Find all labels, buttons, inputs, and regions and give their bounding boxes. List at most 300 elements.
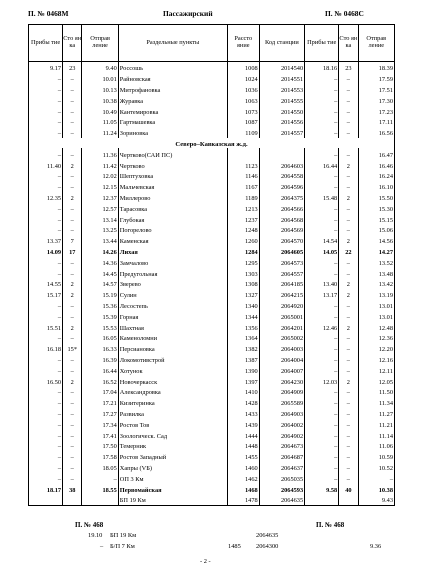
cell-km: 1008 — [227, 62, 259, 73]
rows-part2 — [29, 148, 395, 505]
table-row — [29, 246, 395, 257]
cell-s: – — [63, 213, 82, 224]
cell-a: – — [29, 181, 63, 192]
cell-km: 1109 — [227, 127, 259, 138]
cell-d: 12.15 — [82, 181, 118, 192]
cell-a2: 12.03 — [305, 375, 339, 386]
cell-km: 1284 — [227, 246, 259, 257]
cell-d2: 16.47 — [358, 148, 394, 159]
cell-s: – — [63, 267, 82, 278]
cell-code — [259, 148, 304, 159]
cell-a: – — [29, 364, 63, 375]
col-station-code: Код станции — [259, 25, 304, 62]
cell-station: Глубокая — [118, 213, 227, 224]
cell-station: ОП 3 Км — [118, 472, 227, 483]
table-row — [29, 461, 395, 472]
cell-code: 2065002 — [259, 332, 304, 343]
cell-d: 13.25 — [82, 224, 118, 235]
table-row — [29, 343, 395, 354]
cell-s2: – — [339, 386, 358, 397]
train-type: Пассажирский — [163, 9, 213, 18]
cell-s2: – — [339, 472, 358, 483]
cell-d2: 13.48 — [358, 267, 394, 278]
cell-km: 1024 — [227, 73, 259, 84]
cell-km: 1478 — [227, 494, 259, 505]
bottom-row-right-time: 9.36 — [370, 543, 382, 550]
cell-km: 1364 — [227, 332, 259, 343]
cell-s2: – — [339, 354, 358, 365]
cell-s2: – — [339, 105, 358, 116]
cell-s2: – — [339, 300, 358, 311]
cell-s: – — [63, 332, 82, 343]
cell-km: 1303 — [227, 267, 259, 278]
cell-d: 12.37 — [82, 192, 118, 203]
cell-code: 2064230 — [259, 375, 304, 386]
cell-d: 14.36 — [82, 256, 118, 267]
cell-s: – — [63, 461, 82, 472]
bottom-row-time: – — [100, 543, 104, 550]
cell-km: 1433 — [227, 408, 259, 419]
table-row — [29, 300, 395, 311]
cell-km: 1327 — [227, 289, 259, 300]
cell-s2: – — [339, 310, 358, 321]
railway-section-title: Северо–Кавказская ж.д. — [29, 138, 395, 149]
cell-d2: 18.39 — [358, 62, 394, 73]
cell-km: 1382 — [227, 343, 259, 354]
cell-km: 1344 — [227, 310, 259, 321]
cell-d2: 16.24 — [358, 170, 394, 181]
cell-a2: 9.58 — [305, 483, 339, 494]
cell-d2: 10.59 — [358, 451, 394, 462]
cell-code: 2064902 — [259, 429, 304, 440]
cell-code: 2064566 — [259, 202, 304, 213]
cell-a2: – — [305, 429, 339, 440]
table-row — [29, 332, 395, 343]
cell-station: Предугольная — [118, 267, 227, 278]
cell-d: 13.44 — [82, 235, 118, 246]
cell-s: – — [63, 300, 82, 311]
cell-s: – — [63, 202, 82, 213]
cell-s2: – — [339, 451, 358, 462]
cell-a: – — [29, 256, 63, 267]
cell-s: – — [63, 451, 82, 462]
cell-d: 15.53 — [82, 321, 118, 332]
cell-a2: – — [305, 94, 339, 105]
cell-station: Зориновка — [118, 127, 227, 138]
table-row — [29, 408, 395, 419]
cell-a: – — [29, 397, 63, 408]
table-row — [29, 62, 395, 73]
cell-station: Райновская — [118, 73, 227, 84]
bottom-left-train: П. № 468 — [75, 521, 104, 529]
cell-s: – — [63, 472, 82, 483]
table-row — [29, 127, 395, 138]
cell-d: 15.39 — [82, 310, 118, 321]
cell-station: Хапры (VБ) — [118, 461, 227, 472]
cell-s2: 2 — [339, 278, 358, 289]
cell-a2: – — [305, 213, 339, 224]
cell-d: 10.01 — [82, 73, 118, 84]
table-row — [29, 256, 395, 267]
table-row — [29, 224, 395, 235]
cell-km: 1455 — [227, 451, 259, 462]
cell-station: Лесостепь — [118, 300, 227, 311]
cell-s2: – — [339, 267, 358, 278]
cell-s: – — [63, 105, 82, 116]
cell-d: 11.42 — [82, 159, 118, 170]
cell-d2: 17.51 — [358, 84, 394, 95]
cell-s2: – — [339, 332, 358, 343]
cell-a2: – — [305, 440, 339, 451]
cell-d2: 17.11 — [358, 116, 394, 127]
col-distance: Рассто яние — [227, 25, 259, 62]
cell-a: 18.17 — [29, 483, 63, 494]
cell-km: 1295 — [227, 256, 259, 267]
cell-s2: 23 — [339, 62, 358, 73]
cell-station: Ростов Западный — [118, 451, 227, 462]
cell-d2: – — [358, 472, 394, 483]
cell-d: – — [82, 472, 118, 483]
table-row — [29, 354, 395, 365]
col-arrival-return: Прибы тие — [305, 25, 339, 62]
cell-d2: 15.15 — [358, 213, 394, 224]
cell-s: – — [63, 224, 82, 235]
cell-s: – — [63, 181, 82, 192]
cell-station: Локомотивстрой — [118, 354, 227, 365]
cell-station: Лихая — [118, 246, 227, 257]
cell-km: 1073 — [227, 105, 259, 116]
cell-code: 2064596 — [259, 181, 304, 192]
cell-s2: 2 — [339, 159, 358, 170]
cell-a2: 12.46 — [305, 321, 339, 332]
cell-km: 1397 — [227, 375, 259, 386]
cell-s2: – — [339, 364, 358, 375]
cell-code: 2064635 — [259, 494, 304, 505]
cell-code: 2014553 — [259, 84, 304, 95]
cell-d: 17.27 — [82, 408, 118, 419]
cell-a: 16.50 — [29, 375, 63, 386]
cell-d2: 17.59 — [358, 73, 394, 84]
cell-km: 1248 — [227, 224, 259, 235]
cell-station: Шахтная — [118, 321, 227, 332]
cell-code: 2064007 — [259, 364, 304, 375]
bottom-right-train: П. № 468 — [316, 521, 345, 529]
cell-s: – — [63, 429, 82, 440]
cell-code: 2064603 — [259, 159, 304, 170]
cell-d2: 11.21 — [358, 418, 394, 429]
col-arrival: Прибы тие — [29, 25, 63, 62]
cell-code: 2064593 — [259, 483, 304, 494]
cell-a2: 14.05 — [305, 246, 339, 257]
cell-s2: 22 — [339, 246, 358, 257]
cell-km: 1260 — [227, 235, 259, 246]
cell-km: 1468 — [227, 483, 259, 494]
cell-s: – — [63, 127, 82, 138]
cell-d: 13.14 — [82, 213, 118, 224]
cell-a2: – — [305, 418, 339, 429]
cell-code: 2064185 — [259, 278, 304, 289]
cell-s2: – — [339, 213, 358, 224]
cell-a: 15.51 — [29, 321, 63, 332]
cell-a2: – — [305, 343, 339, 354]
cell-s2: 2 — [339, 375, 358, 386]
cell-d2: 17.30 — [358, 94, 394, 105]
cell-code: 2064557 — [259, 267, 304, 278]
cell-s2: 2 — [339, 321, 358, 332]
cell-station: Хотунок — [118, 364, 227, 375]
cell-d: 10.38 — [82, 94, 118, 105]
table-row — [29, 105, 395, 116]
cell-code: 2064215 — [259, 289, 304, 300]
cell-a2: – — [305, 84, 339, 95]
cell-code: 2065001 — [259, 310, 304, 321]
cell-d: 16.05 — [82, 332, 118, 343]
col-stations: Раздельные пункты — [118, 25, 227, 62]
cell-d: 9.40 — [82, 62, 118, 73]
table-row — [29, 84, 395, 95]
cell-s: – — [63, 386, 82, 397]
cell-station: Митрофановка — [118, 84, 227, 95]
cell-d2: 16.56 — [358, 127, 394, 138]
cell-code: 2064004 — [259, 354, 304, 365]
cell-a: – — [29, 310, 63, 321]
cell-station: Шептуховка — [118, 170, 227, 181]
table-row — [29, 397, 395, 408]
cell-station: Сулин — [118, 289, 227, 300]
cell-d2: 15.50 — [358, 192, 394, 203]
cell-a: 11.40 — [29, 159, 63, 170]
cell-km: 1146 — [227, 170, 259, 181]
cell-a2: – — [305, 127, 339, 138]
cell-s: – — [63, 397, 82, 408]
cell-s: 7 — [63, 235, 82, 246]
cell-d: 17.34 — [82, 418, 118, 429]
table-row — [29, 170, 395, 181]
cell-code: 2014540 — [259, 62, 304, 73]
cell-km: 1340 — [227, 300, 259, 311]
cell-s2: – — [339, 181, 358, 192]
page-number: - 2 - — [200, 558, 211, 565]
left-train-number: П. № 0468М — [28, 9, 69, 18]
cell-s2: – — [339, 256, 358, 267]
cell-d2: 16.46 — [358, 159, 394, 170]
cell-d2: 12.20 — [358, 343, 394, 354]
cell-s: – — [63, 84, 82, 95]
cell-km: 1460 — [227, 461, 259, 472]
cell-a2: – — [305, 472, 339, 483]
cell-d2: 14.56 — [358, 235, 394, 246]
cell-code: 2064002 — [259, 418, 304, 429]
cell-s: – — [63, 73, 82, 84]
cell-code: 2064920 — [259, 300, 304, 311]
cell-d: 17.04 — [82, 386, 118, 397]
cell-a: – — [29, 332, 63, 343]
cell-station: Горная — [118, 310, 227, 321]
cell-km: 1448 — [227, 440, 259, 451]
cell-d: 14.57 — [82, 278, 118, 289]
cell-km: 1387 — [227, 354, 259, 365]
cell-a: – — [29, 84, 63, 95]
cell-s2: – — [339, 148, 358, 159]
cell-station: Зоологическ. Сад — [118, 429, 227, 440]
cell-d: 14.45 — [82, 267, 118, 278]
cell-km: 1167 — [227, 181, 259, 192]
cell-d2: 11.27 — [358, 408, 394, 419]
cell-d: 16.33 — [82, 343, 118, 354]
cell-code: 2064570 — [259, 235, 304, 246]
cell-station: Чертково — [118, 159, 227, 170]
cell-s2: – — [339, 170, 358, 181]
cell-d2: 12.16 — [358, 354, 394, 365]
cell-km: 1428 — [227, 397, 259, 408]
cell-km: 1087 — [227, 116, 259, 127]
cell-d: 17.58 — [82, 451, 118, 462]
cell-d: 16.44 — [82, 364, 118, 375]
cell-km: 1123 — [227, 159, 259, 170]
table-row — [29, 321, 395, 332]
cell-a2: – — [305, 300, 339, 311]
cell-d: 18.05 — [82, 461, 118, 472]
cell-station: Зверево — [118, 278, 227, 289]
cell-s2: – — [339, 397, 358, 408]
cell-a2: – — [305, 354, 339, 365]
cell-d2: 11.06 — [358, 440, 394, 451]
cell-s: – — [63, 116, 82, 127]
cell-code: 2064003 — [259, 343, 304, 354]
cell-d: 12.02 — [82, 170, 118, 181]
cell-station: Журавка — [118, 94, 227, 105]
cell-s2: 2 — [339, 289, 358, 300]
cell-d: 17.21 — [82, 397, 118, 408]
cell-s2: – — [339, 440, 358, 451]
timetable — [28, 24, 395, 506]
column-headers — [29, 25, 395, 62]
cell-a: – — [29, 354, 63, 365]
cell-code: 2064558 — [259, 170, 304, 181]
cell-d: 18.55 — [82, 483, 118, 494]
cell-km: 1237 — [227, 213, 259, 224]
cell-a2: – — [305, 73, 339, 84]
cell-km: 1444 — [227, 429, 259, 440]
cell-d: 16.52 — [82, 375, 118, 386]
cell-d: 10.13 — [82, 84, 118, 95]
bottom-row-code: 2064635 — [256, 532, 279, 539]
cell-km: 1356 — [227, 321, 259, 332]
table-row — [29, 148, 395, 159]
cell-code: 2064637 — [259, 461, 304, 472]
cell-s: – — [63, 148, 82, 159]
cell-station: Темерник — [118, 440, 227, 451]
cell-a: – — [29, 461, 63, 472]
table-row — [29, 364, 395, 375]
cell-a: – — [29, 267, 63, 278]
cell-d — [82, 494, 118, 505]
cell-station: Первомайская — [118, 483, 227, 494]
cell-station: Россошь — [118, 62, 227, 73]
cell-s2: – — [339, 73, 358, 84]
cell-a2: 13.17 — [305, 289, 339, 300]
cell-s2: – — [339, 224, 358, 235]
cell-s: 38 — [63, 483, 82, 494]
cell-code: 2064909 — [259, 386, 304, 397]
cell-a: – — [29, 472, 63, 483]
table-row — [29, 73, 395, 84]
cell-a2: – — [305, 310, 339, 321]
cell-km: 1462 — [227, 472, 259, 483]
cell-d2: 12.48 — [358, 321, 394, 332]
cell-code: 2014551 — [259, 73, 304, 84]
cell-a: – — [29, 300, 63, 311]
cell-s: 23 — [63, 62, 82, 73]
cell-s: – — [63, 170, 82, 181]
cell-d2: 10.38 — [358, 483, 394, 494]
cell-station: Кизитеринка — [118, 397, 227, 408]
cell-a: – — [29, 105, 63, 116]
table-row — [29, 192, 395, 203]
cell-d: 15.36 — [82, 300, 118, 311]
cell-s: – — [63, 418, 82, 429]
cell-a: – — [29, 148, 63, 159]
cell-station: Погорелово — [118, 224, 227, 235]
cell-s: 2 — [63, 278, 82, 289]
cell-s2: – — [339, 418, 358, 429]
cell-a: 16.18 — [29, 343, 63, 354]
cell-s: – — [63, 256, 82, 267]
cell-a2: – — [305, 224, 339, 235]
cell-station: Мальчевская — [118, 181, 227, 192]
cell-code: 2064687 — [259, 451, 304, 462]
cell-s: – — [63, 364, 82, 375]
table-row — [29, 483, 395, 494]
cell-code: 2014556 — [259, 116, 304, 127]
cell-d: 11.36 — [82, 148, 118, 159]
cell-a: 13.37 — [29, 235, 63, 246]
cell-a2: – — [305, 397, 339, 408]
cell-code: 2064375 — [259, 192, 304, 203]
cell-a2: – — [305, 148, 339, 159]
cell-a2: 15.48 — [305, 192, 339, 203]
table-row — [29, 375, 395, 386]
cell-code: 2064568 — [259, 213, 304, 224]
cell-d: 16.39 — [82, 354, 118, 365]
cell-s2: 2 — [339, 192, 358, 203]
cell-code: 2014550 — [259, 105, 304, 116]
cell-s2: 2 — [339, 235, 358, 246]
right-train-number: П. № 0468С — [325, 9, 364, 18]
table-row — [29, 451, 395, 462]
table-row — [29, 235, 395, 246]
cell-d2: 14.27 — [358, 246, 394, 257]
col-departure-return: Отправ ление — [358, 25, 394, 62]
cell-a: – — [29, 116, 63, 127]
cell-a2: – — [305, 408, 339, 419]
cell-km: 1308 — [227, 278, 259, 289]
cell-d2: 12.11 — [358, 364, 394, 375]
cell-a: – — [29, 73, 63, 84]
cell-a: – — [29, 170, 63, 181]
cell-s2 — [339, 494, 358, 505]
cell-code: 2065589 — [259, 397, 304, 408]
cell-a2: – — [305, 116, 339, 127]
cell-km: 1063 — [227, 94, 259, 105]
cell-s: 2 — [63, 375, 82, 386]
cell-a: – — [29, 224, 63, 235]
cell-a2: – — [305, 332, 339, 343]
cell-station: Миллерово — [118, 192, 227, 203]
cell-s2: – — [339, 116, 358, 127]
cell-station: Чертково(САИ ПС) — [118, 148, 227, 159]
cell-a2: 16.44 — [305, 159, 339, 170]
